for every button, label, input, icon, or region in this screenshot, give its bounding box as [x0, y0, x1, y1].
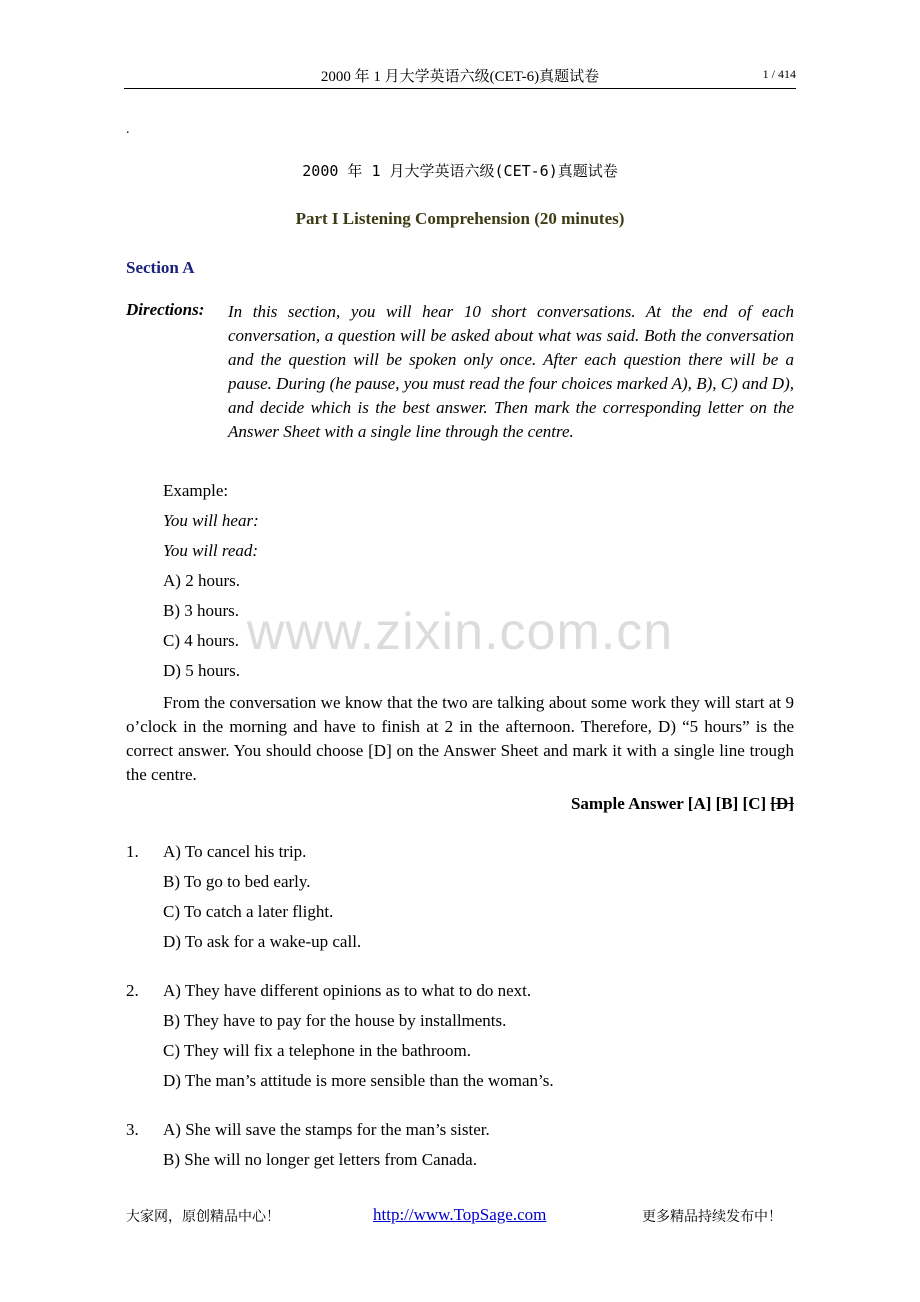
example-explanation: From the conversation we know that the two are talking about some work they will start at 9 o’clock in the morning and have to finish at 2 in the afternoon. Therefore, D) “5 hours” is the correct answer. You should choose [D] on the Answer Sheet and mark it with a single line trough the centre. [126, 693, 794, 784]
question-option: A) To cancel his trip. [163, 842, 307, 861]
sample-answer-text: Sample Answer [A] [B] [C] [570, 794, 771, 813]
question-option: B) She will no longer get letters from Canada. [163, 1150, 477, 1169]
question-number: 2. [126, 981, 139, 1000]
example-you-will-read: You will read: [163, 541, 259, 560]
question-option: B) To go to bed early. [163, 872, 311, 891]
page-header [124, 62, 796, 89]
question-option: D) To ask for a wake-up call. [163, 932, 362, 951]
header-title: 2000 年 1 月大学英语六级(CET-6)真题试卷 [320, 69, 600, 85]
header-page-number: 1 / 414 [762, 67, 796, 81]
footer-link[interactable]: http://www.TopSage.com [373, 1205, 547, 1224]
document-title: 2000 年 1 月大学英语六级(CET-6)真题试卷 [302, 162, 618, 180]
question-number: 1. [126, 842, 139, 861]
example-you-will-hear: You will hear: [163, 511, 259, 530]
example-option-b: B) 3 hours. [163, 601, 240, 620]
stray-dot: . [126, 122, 130, 137]
directions-label: Directions: [126, 300, 205, 319]
question-option: C) They will fix a telephone in the bathroom. [163, 1041, 471, 1060]
question-option: A) They have different opinions as to what to do next. [163, 981, 532, 1000]
question-option: D) The man’s attitude is more sensible than the woman’s. [163, 1071, 554, 1090]
watermark: www.zixin.com.cn [246, 603, 674, 661]
question-option: C) To catch a later flight. [163, 902, 334, 921]
sample-answer [571, 794, 794, 814]
example-option-d: D) 5 hours. [163, 661, 240, 680]
example-label: Example: [163, 481, 229, 500]
question-option: A) She will save the stamps for the man’s sister. [163, 1120, 490, 1139]
directions-text: In this section, you will hear 10 short conversations. At the end of each conversation, a question will be asked about what was said. Both the conversation and the question will be spoken only once. After each question there will be a pause. During (he pause, you must read the four choices marked A), B), C) and D), and decide which is the best answer. Then mark the corresponding letter on the Answer Sheet with a single line through the centre. [228, 302, 794, 441]
part-title: Part I Listening Comprehension (20 minutes) [295, 209, 625, 228]
example-option-c: C) 4 hours. [163, 631, 240, 650]
question-number: 3. [126, 1120, 139, 1139]
question-option: B) They have to pay for the house by installments. [163, 1011, 507, 1030]
footer-right-text: 更多精品持续发布中！ [642, 1209, 782, 1225]
example-option-a: A) 2 hours. [163, 571, 240, 590]
section-heading: Section A [126, 258, 195, 277]
sample-answer-marked: [D] [770, 794, 794, 813]
footer-left-text: 大家网，原创精品中心！ [126, 1209, 280, 1225]
